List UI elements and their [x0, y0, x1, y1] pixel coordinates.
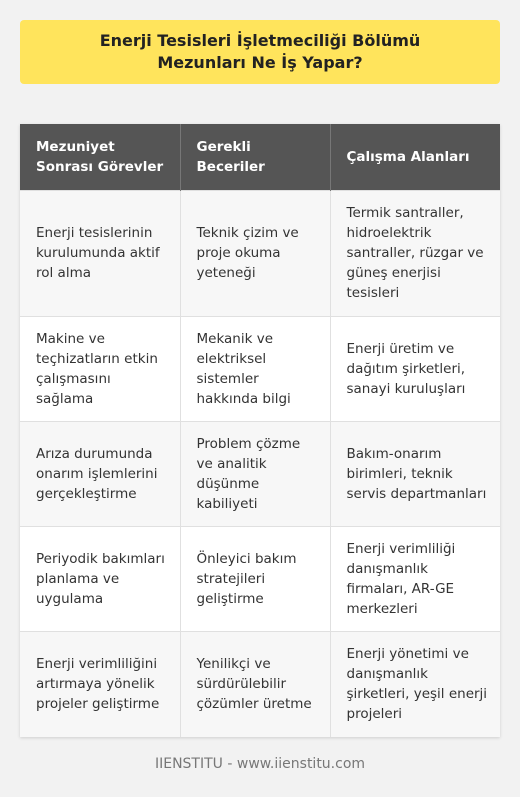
table-cell: Arıza durumunda onarım işlemlerini gerçekleştirme — [20, 421, 180, 526]
column-header-tasks: Mezuniyet Sonrası Görevler — [20, 124, 180, 190]
table-cell: Periyodik bakımları planlama ve uygulama — [20, 526, 180, 631]
table-row — [20, 631, 500, 737]
footer-credit: IIENSTITU - www.iienstitu.com — [154, 756, 366, 772]
table-cell: Bakım-onarım birimleri, teknik servis departmanları — [330, 421, 500, 526]
table-body — [20, 190, 500, 737]
table-cell: Termik santraller, hidroelektrik santraller, rüzgar ve güneş enerjisi tesisleri — [330, 190, 500, 316]
table-cell: Enerji verimliliği danışmanlık firmaları, AR-GE merkezleri — [330, 526, 500, 631]
page-title: Enerji Tesisleri İşletmeciliği Bölümü Mezunları Ne İş Yapar? — [99, 31, 421, 72]
column-header-fields: Çalışma Alanları — [330, 124, 500, 190]
header-row — [20, 124, 500, 190]
table-cell: Makine ve teçhizatların etkin çalışmasını sağlama — [20, 316, 180, 421]
table-row — [20, 526, 500, 631]
table-row — [20, 421, 500, 526]
table-cell: Önleyici bakım stratejileri geliştirme — [180, 526, 330, 631]
table-cell: Enerji tesislerinin kurulumunda aktif rol alma — [20, 190, 180, 316]
table-header — [20, 124, 500, 190]
table-cell: Enerji yönetimi ve danışmanlık şirketleri, yeşil enerji projeleri — [330, 631, 500, 737]
title-banner — [20, 20, 500, 84]
table-row — [20, 316, 500, 421]
career-table — [20, 124, 500, 737]
table-cell: Enerji üretim ve dağıtım şirketleri, sanayi kuruluşları — [330, 316, 500, 421]
table-cell: Yenilikçi ve sürdürülebilir çözümler üretme — [180, 631, 330, 737]
table-cell: Problem çözme ve analitik düşünme kabiliyeti — [180, 421, 330, 526]
table-cell: Mekanik ve elektriksel sistemler hakkında bilgi — [180, 316, 330, 421]
table-cell: Teknik çizim ve proje okuma yeteneği — [180, 190, 330, 316]
table-row — [20, 190, 500, 316]
table-cell: Enerji verimliliğini artırmaya yönelik projeler geliştirme — [20, 631, 180, 737]
column-header-skills: Gerekli Beceriler — [180, 124, 330, 190]
